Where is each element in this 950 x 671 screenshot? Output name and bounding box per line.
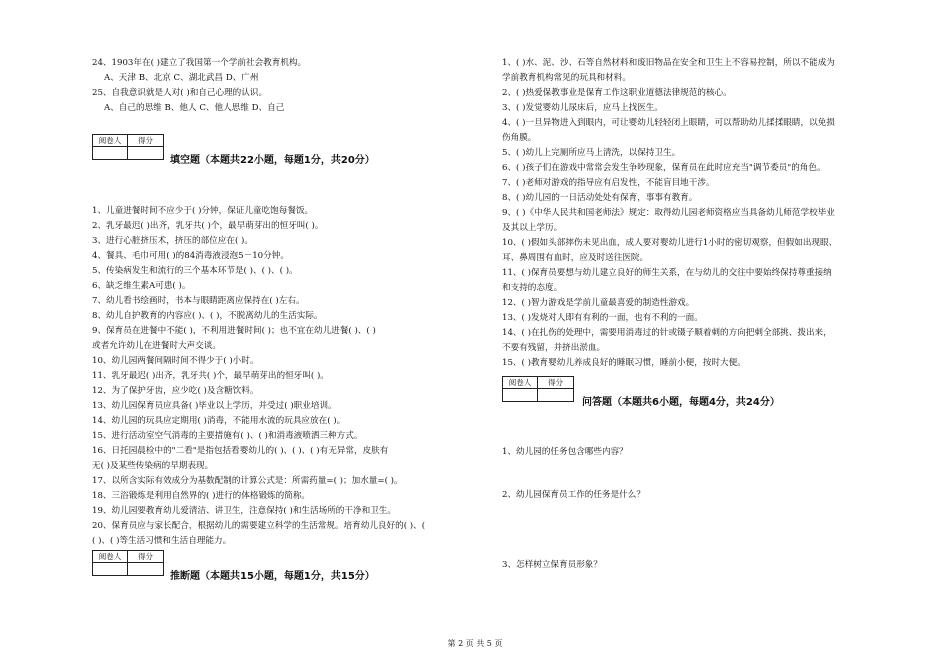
fill-line: 18、三浴锻炼是利用自然界的( )进行的体格锻炼的简称。 <box>92 491 311 501</box>
fill-line: 13、幼儿园保育员应具备( )毕业以上学历，并受过( )职业培训。 <box>92 401 337 411</box>
fill-line: 16、日托园晨检中的"二看"是指包括看婴幼儿的( )、( )、( )有无异常，皮肤有 <box>92 446 389 456</box>
fill-line: 10、幼儿园两餐间隔时间不得少于( )小时。 <box>92 356 259 366</box>
judge-line: 2、( )热爱保教事业是保育工作这职业道德法律规范的核心。 <box>502 88 732 98</box>
fill-line: 或者允许幼儿在进餐时大声交谈。 <box>92 341 221 351</box>
fill-line: 1、儿童进餐时间不应少于( )分钟，保证儿童吃饱每餐饭。 <box>92 206 314 216</box>
qa-section-title: 问答题（本题共6小题，每题4分，共24分） <box>582 397 780 408</box>
judge-line: 15、( )教育婴幼儿养成良好的睡眠习惯，睡前小便，按时大便。 <box>502 358 746 368</box>
reviewer-label: 阅卷人 <box>503 377 538 389</box>
fill-line: 8、幼儿自护教育的内容应( )、( )，不脱离幼儿的生活实际。 <box>92 311 323 321</box>
score-label: 得分 <box>538 377 573 389</box>
judge-line: 13、( )发烧对人即有有利的一面，也有不利的一面。 <box>502 313 703 323</box>
judge-line: 10、( )假如头部摔伤未见出血，成人要对婴幼儿进行1小时的密切观察，但假如出现眼、 <box>502 238 838 248</box>
judge-line: 11、( )保育员要想与幼儿建立良好的师生关系，在与幼儿的交往中要始终保持尊重接纳 <box>502 268 832 278</box>
fill-line: 7、幼儿看书绘画时，书本与眼睛距离应保持在( )左右。 <box>92 296 305 306</box>
judge-line: 7、( )老师对游戏的指导应有启发性，不能盲目地干涉。 <box>502 178 715 188</box>
fill-line: 6、缺乏维生素A可患( )。 <box>92 281 191 291</box>
question-24-options: A、天津 B、北京 C、湖北武昌 D、广州 <box>104 73 259 83</box>
judge-line: 及其以上学历。 <box>502 223 563 233</box>
score-label: 得分 <box>128 551 163 563</box>
reviewer-cell <box>93 563 128 575</box>
reviewer-cell <box>93 147 128 159</box>
judge-line: 3、( )发觉婴幼儿尿床后，应马上找医生。 <box>502 103 663 113</box>
score-cell <box>538 389 573 401</box>
judge-line: 学前教育机构常见的玩具和材料。 <box>502 73 631 83</box>
judge-line: 8、( )幼儿园的一日活动处处有保育，事事有教育。 <box>502 193 698 203</box>
fill-line: 20、保育员应与家长配合，根据幼儿的需要建立科学的生活常规。培育幼儿良好的( )、( <box>92 521 426 531</box>
judge-line: 12、( )智力游戏是学前儿童最喜爱的制造性游戏。 <box>502 298 695 308</box>
qa-question: 1、幼儿园的任务包含哪些内容？ <box>502 447 628 457</box>
fill-line: 9、保育员在进餐中不能( )，不利用进餐时间( )；也不宜在幼儿进餐( )、( ) <box>92 326 376 336</box>
page-footer: 第 2 页 共 5 页 <box>447 639 503 648</box>
judge-line: 4、( )一旦异物进入到眼内，可让婴幼儿轻轻闭上眼睛，可以帮助幼儿揉揉眼睛，以免损 <box>502 118 835 128</box>
question-25-options: A、自己的思维 B、他人 C、他人思维 D、自己 <box>104 103 285 113</box>
score-box-qa <box>502 376 574 402</box>
judge-line: 耳、鼻周围有血时，应及时送往医院。 <box>502 253 649 263</box>
judge-line: 和支持的态度。 <box>502 283 563 293</box>
fill-line: 无( )及某些传染病的早期表现。 <box>92 461 214 471</box>
judge-line: 5、( )幼儿上完厕所应马上清洗，以保持卫生。 <box>502 148 681 158</box>
score-box-judge <box>92 550 164 576</box>
fill-line: 5、传染病发生和流行的三个基本环节是( )、( )、( )。 <box>92 266 298 276</box>
score-cell <box>128 563 163 575</box>
score-label: 得分 <box>128 135 163 147</box>
judge-line: 6、( )孩子们在游戏中常常会发生争吵现象，保育员在此时应充当"调节委员"的角色。 <box>502 163 826 173</box>
judge-line: 不要有残留，并挤出淤血。 <box>502 343 606 353</box>
question-25: 25、自我意识就是人对( )和自己心理的认识。 <box>92 88 268 98</box>
fill-line: ( )、( )等生活习惯和生活自理能力。 <box>92 536 232 546</box>
judge-line: 9、( )《中华人民共和国老师法》规定：取得幼儿园老师资格应当具备幼儿师范学校毕业 <box>502 208 835 218</box>
fill-line: 14、幼儿园的玩具应定期用( )消毒，不能用水流的玩具应放在( )。 <box>92 416 346 426</box>
fill-line: 17、以所含实际有效成分为基数配制的计算公式是：所需药量=( )；加水量=( )。 <box>92 476 403 486</box>
fill-line: 2、乳牙最迟( )出齐，乳牙共( )个，最早萌芽出的恒牙叫( )。 <box>92 221 324 231</box>
fill-line: 15、进行活动室空气消毒的主要措施有( )、( )和消毒液喷洒三种方式。 <box>92 431 363 441</box>
reviewer-label: 阅卷人 <box>93 551 128 563</box>
qa-question: 3、怎样树立保育员形象？ <box>502 560 602 570</box>
judge-section-title: 推断题（本题共15小题，每题1分，共15分） <box>170 571 375 582</box>
qa-question: 2、幼儿园保育员工作的任务是什么？ <box>502 490 645 500</box>
fill-section-title: 填空题（本题共22小题，每题1分，共20分） <box>170 155 375 166</box>
score-box-fill <box>92 134 164 160</box>
reviewer-label: 阅卷人 <box>93 135 128 147</box>
fill-line: 12、为了保护牙齿，应少吃( )及含糖饮料。 <box>92 386 259 396</box>
judge-line: 14、( )在扎伤的处理中，需要用消毒过的针或镊子顺着刺的方向把刺全部挑、拨出来， <box>502 328 832 338</box>
fill-line: 3、进行心脏挤压术，挤压的部位应在( )。 <box>92 236 253 246</box>
score-cell <box>128 147 163 159</box>
fill-line: 4、餐具、毛巾可用( )的84消毒液浸泡5－10分钟。 <box>92 251 289 261</box>
question-24: 24、1903年在( )建立了我国第一个学前社会教育机构。 <box>92 58 307 68</box>
reviewer-cell <box>503 389 538 401</box>
judge-line: 1、( )水、泥、沙、石等自然材料和废旧物品在安全和卫生上不容易控制，所以不能成为 <box>502 58 835 68</box>
fill-line: 11、乳牙最迟( )出齐，乳牙共( )个，最早萌芽出的恒牙叫( )。 <box>92 371 329 381</box>
judge-line: 伤角膜。 <box>502 133 537 143</box>
fill-line: 19、幼儿园要教育幼儿爱清洁、讲卫生，注意保持( )和生活场所的干净和卫生。 <box>92 506 396 516</box>
